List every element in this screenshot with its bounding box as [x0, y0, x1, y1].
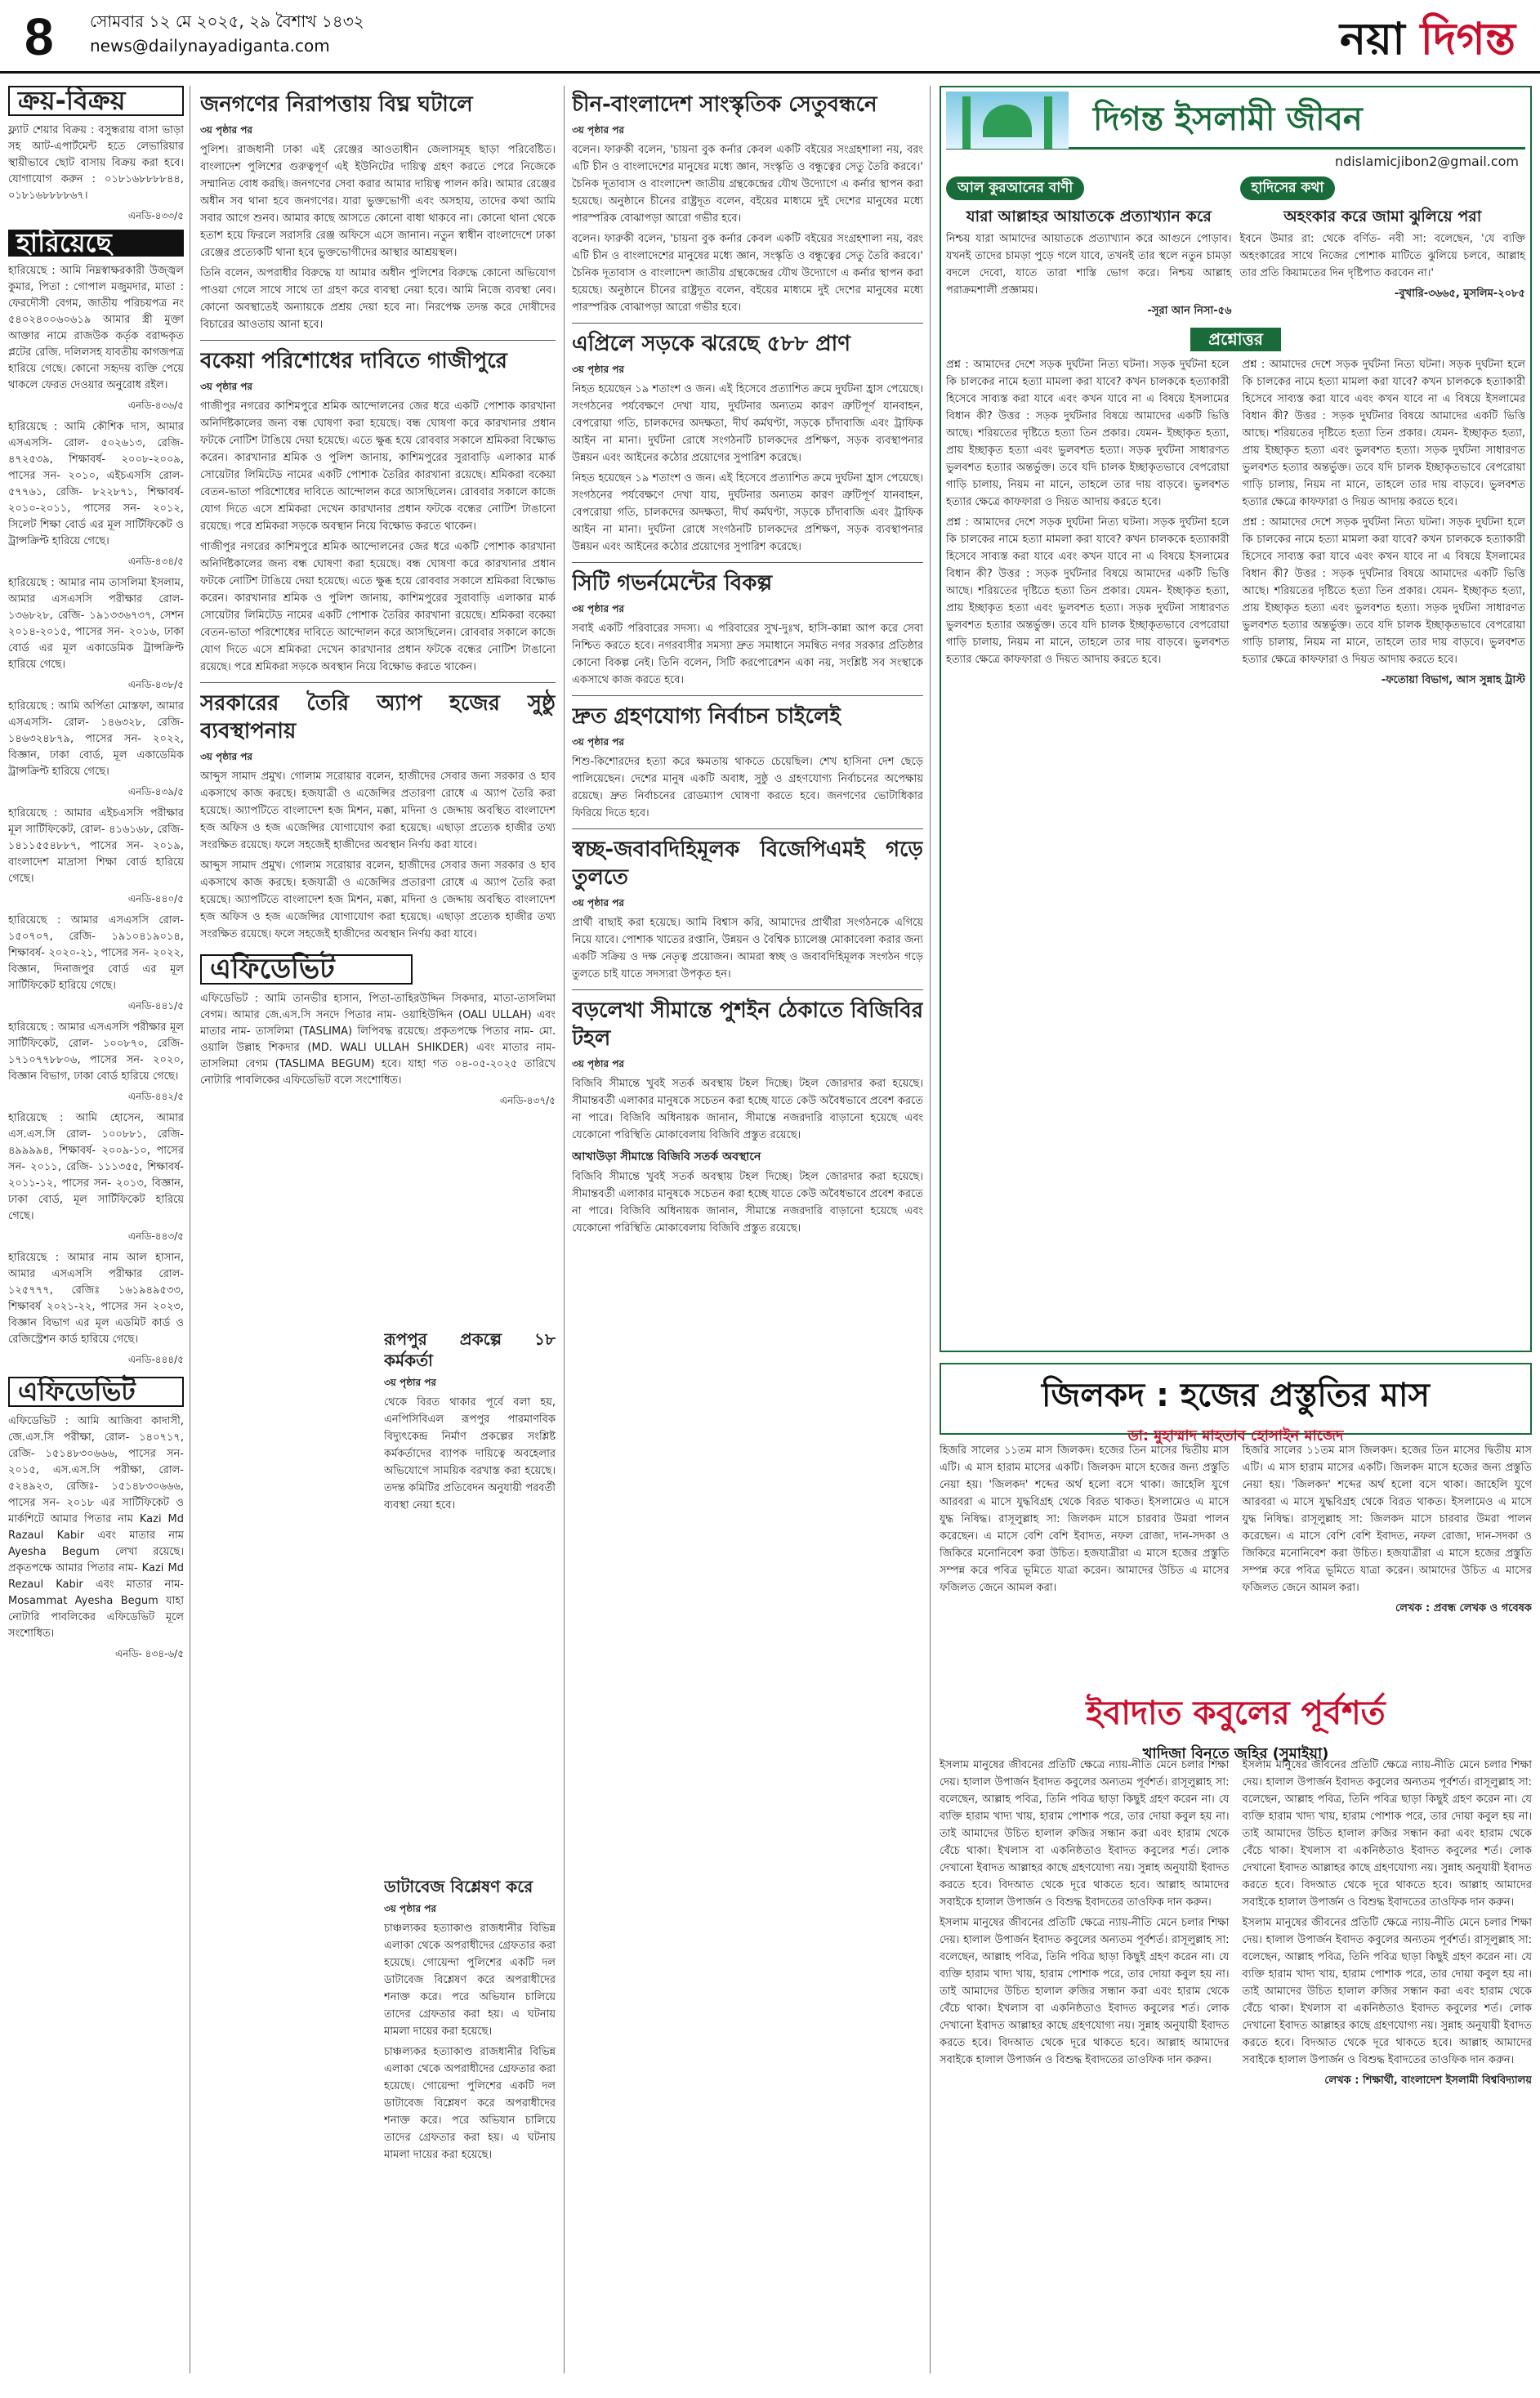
column-rule [930, 86, 931, 2373]
hadith-text: ইবনে উমার রা: থেকে বর্ণিত- নবী সা: বলেছেন, 'যে ব্যক্তি অহংকারের সাথে নিজের পোশাক মাটিতে ঝুলিয়ে চলবে, আল্লাহ তার প্রতি কিয়ামতের দিন দৃষ্টিপাত করবেন না।' [1239, 233, 1525, 279]
headline-hajj-app: সরকারের তৈরি অ্যাপ হজের সুষ্ঠু ব্যবস্থাপনায় [200, 691, 556, 744]
column-rule [564, 86, 565, 2373]
qa-credit: -ফতোয়া বিভাগ, আস সুন্নাহ ট্রাস্ট [1381, 674, 1525, 686]
headline-china-bangladesh: চীন-বাংলাদেশ সাংস্কৃতিক সেতুবন্ধনে [572, 92, 877, 117]
divider [572, 989, 923, 990]
headline-road-accidents: এপ্রিলে সড়কে ঝরেছে ৫৮৮ প্রাণ [572, 332, 850, 356]
article-body: চাঞ্চল্যকর হত্যাকাণ্ড রাজধানীর বিভিন্ন এলাকা থেকে অপরাধীদের গ্রেফতার করা হয়েছে। গোয়েন্দা পুলিশের একটি দল ডাটাবেজ বিশ্লেষণ করে অপরাধীদের শনাক্ত করে। পরে অভিযান চালিয়ে তাদের গ্রেফতার করা হয়। এ ঘটনায় মামলা দায়ের করা হয়েছে। [384, 1922, 556, 2038]
qa-label: প্রশ্নোত্তর [1190, 328, 1281, 351]
article-body: বলেন। ফারুকী বলেন, 'চায়না বুক কর্নার কেবল একটি বইয়ের সংগ্রহশালা নয়, বরং এটি চীন ও বাংলাদেশের মানুষের মধ্যে জ্ঞান, সংস্কৃতি ও বন্ধুত্বের সেতু তৈরি করবে।' চৈনিক দূতাবাস ও বাংলাদেশ জাতীয় গ্রন্থকেন্দ্রের যৌথ উদ্যোগে এ কর্নার স্থাপন করা হয়েছে। অনুষ্ঠানে চীনের রাষ্ট্রদূত বলেন, বইয়ের মাধ্যমে দুই দেশের মানুষের মধ্যে পারস্পরিক বোঝাপড়া আরো গভীর হবে। [572, 144, 923, 225]
news-column-4 [384, 1324, 556, 1748]
zilkad-header [940, 1363, 1532, 1445]
headline-security: জনগণের নিরাপত্তায় বিঘ্ন ঘটালে [200, 92, 473, 117]
quran-label: আল কুরআনের বাণী [946, 176, 1084, 200]
ad-code: এনডি-৪৪৪/৫ [127, 1354, 184, 1365]
divider [572, 323, 923, 324]
continuation-note: ৩য় পৃষ্ঠার পর [384, 1903, 437, 1914]
divider [572, 695, 923, 696]
logo-part-1: নয়া [1340, 13, 1421, 65]
headline-city-government: সিটি গভর্নমেন্টের বিকল্প [572, 571, 773, 596]
continuation-note: ৩য় পৃষ্ঠার পর [572, 736, 625, 748]
mosque-icon [946, 92, 1069, 149]
quran-text: নিশ্চয় যারা আমাদের আয়াতকে প্রত্যাখ্যান করে আগুনে পোড়াব। যখনই তাদের চামড়া পুড়ে গলে যাবে, তখনই তার স্থলে নতুন চামড়া বদলে দেবো, যাতে তারা শাস্তি ভোগ করে। নিশ্চয় আল্লাহ পরাক্রমশালী প্রজ্ঞাময়। [946, 233, 1232, 297]
page-header [0, 0, 1540, 74]
ad-code: এনডি-৪৪২/৫ [127, 1091, 184, 1102]
continuation-note: ৩য় পৃষ্ঠার পর [572, 897, 625, 909]
article-body: আব্দুস সামাদ প্রমুখ। গোলাম সরোয়ার বলেন, হাজীদের সেবার জন্য সরকার ও হাব একসাথে কাজ করছে। হজযাত্রী ও এজেন্সির প্রতারণা রোধে এ অ্যাপ তৈরি করা হয়েছে। অ্যাপটিতে বাংলাদেশ হজ মিশন, মক্কা, মদিনা ও জেদ্দায় অবস্থিত বাংলাদেশ হজ অফিস ও হজ এজেন্সির যোগাযোগ করা হয়েছে। এছাড়া প্রত্যেক হাজীর তথ্য সংরক্ষিত রয়েছে। ফলে সহজেই হাজীদের অবস্থান নির্ণয় করা যাবে। [200, 770, 556, 851]
lost-ad: হারিয়েছে : আমি কৌশিক দাস, আমার এসএসসি- রোল- ৫০২৬১৩, রেজি- ৪৭২৫৩৯, শিক্ষাবর্ষ- ২০০৮-২০০৯, পাসের সন- ২০১০, এইচএসসি রোল- ৫৭৭৬১, রেজি- ৮২২৮৭১, শিক্ষাবর্ষ- ২০১০-২০১১, পাসের সন- ২০১২, সিলেট শিক্ষা বোর্ড এর মূল সার্টিফিকেট ও ট্রান্সক্রিপ্ট হারিয়ে গেছে। [8, 421, 184, 547]
news-column-3 [572, 86, 923, 2373]
islamic-banner [946, 92, 1525, 150]
article-body: সবাই একটি পরিবারের সদস্য। এ পরিবারের সুখ-দুঃখ, হাসি-কান্না আপ করে সেবা নিশ্চিত করতে হবে। নগরবাসীর সমস্যা দ্রুত সমাধানে সমন্বিত নগর সরকার প্রতিষ্ঠার কোনো বিকল্প নেই। তিনি বলেন, সিটি করপোরেশন একা নয়, সংশ্লিষ্ট সব সংস্থাকে একসাথে কাজ করতে হবে। [572, 623, 923, 686]
ad-code: এনডি-৪৩৬/৫ [127, 400, 184, 411]
quran-hadith-row [946, 173, 1525, 319]
ad-code: এনডি-৪৩৮/৫ [127, 679, 184, 690]
continuation-note: ৩য় পৃষ্ঠার পর [200, 381, 253, 392]
hadith-heading: অহংকার করে জামা ঝুলিয়ে পরা [1283, 208, 1482, 226]
affidavit-ad: এফিডেভিট : আমি আজিবা কাদাসী, জে.এস.সি পরীক্ষা, রোল- ১৪০৭১৭, রেজি- ১৫১৪৮৩০৬৬৬, পাসের সন- ২০১৫, এস.এস.সি পরীক্ষা, রোল- ৫২৪৯২৩, রেজিঃ- ১৫১৪৮৩০৬৬৬, পাসের সন- ২০১৮ এর সার্টিফিকেট ও মার্কশিটে আমার পিতার নাম Kazi Md Razaul Kabir এবং মাতার নাম Ayesha Begum লেখা রয়েছে। প্রকৃতপক্ষে আমার পিতার নাম- Kazi Md Rezaul Kabir এবং মাতার নাম- Mosammat Ayesha Begum যাহা নোটারি পাবলিকের এফিডেভিট মূলে সংশোধিত। [8, 1415, 184, 1640]
ad-code: এনডি- ৪৩৪-৬/৫ [114, 1648, 184, 1659]
ad-code: এনডি-৪৪০/৫ [127, 893, 184, 904]
article-body: হিজরি সালের ১১তম মাস জিলকদ। হজের তিন মাসের দ্বিতীয় মাস এটি। এ মাস হারাম মাসের একটি। জিলকদ মাসে হজের জন্য প্রস্তুতি নেয়া হয়। 'জিলকদ' শব্দের অর্থ হলো বসে থাকা। জাহেলি যুগে আরবরা এ মাসে যুদ্ধবিগ্রহ থেকে বিরত থাকত। ইসলামেও এ মাসে যুদ্ধ নিষিদ্ধ। রাসূলুল্লাহ সা: জিলকদ মাসে চারবার উমরা পালন করেছেন। এ মাসে বেশি বেশি ইবাদত, নফল রোজা, দান-সদকা ও জিকিরে মনোনিবেশ করা উচিত। হজযাত্রীরা এ মাসে হজের প্রস্তুতি সম্পন্ন করে পবিত্র ভূমিতে যাত্রা করেন। আমাদের উচিত এ মাসের ফজিলত জেনে আমল করা। [940, 1445, 1230, 1594]
divider [572, 828, 923, 829]
lost-ad: হারিয়েছে : আমার এইচএসসি পরীক্ষার মূল সার্টিফিকেট, রোল- ৪১৬১৬৮, রেজি- ১৪১১৫৫৪৮৮৭, পাসের সন- ২০১৯, বাংলাদেশ মাদ্রাসা শিক্ষা বোর্ড হারিয়ে গেছে। [8, 807, 184, 885]
headline-database: ডাটাবেজ বিশ্লেষণ করে [384, 1877, 533, 1896]
lost-ad: হারিয়েছে : আমার নাম তাসলিমা ইসলাম, আমার এসএসসি পরীক্ষার রোল- ১৩৬৮২৮, রেজি- ১৯১৩৩৬৭৩৭, সেশন ২০১৪-২০১৫, পাসের সন- ২০১৬, ঢাকা বোর্ড এর মূল একাডেমিক ট্রান্সক্রিপ্ট হারিয়ে গেছে। [8, 577, 184, 671]
article-body: বলেন। ফারুকী বলেন, 'চায়না বুক কর্নার কেবল একটি বইয়ের সংগ্রহশালা নয়, বরং এটি চীন ও বাংলাদেশের মানুষের মধ্যে জ্ঞান, সংস্কৃতি ও বন্ধুত্বের সেতু তৈরি করবে।' চৈনিক দূতাবাস ও বাংলাদেশ জাতীয় গ্রন্থকেন্দ্রের যৌথ উদ্যোগে এ কর্নার স্থাপন করা হয়েছে। অনুষ্ঠানে চীনের রাষ্ট্রদূত বলেন, বইয়ের মাধ্যমে দুই দেশের মানুষের মধ্যে পারস্পরিক বোঝাপড়া আরো গভীর হবে। [572, 233, 923, 314]
lost-ad: হারিয়েছে : আমার এসএসসি রোল- ১৫০৭০৭, রেজি- ১৯১০৪১৯০১৪, শিক্ষাবর্ষ- ২০২০-২১, পাসের সন- ২০২২, বিজ্ঞান, দিনাজপুর বোর্ড এর মূল সার্টিফিকেট হারিয়ে গেছে। [8, 914, 184, 992]
continuation-note: ৩য় পৃষ্ঠার পর [384, 1377, 437, 1388]
continuation-note: ৩য় পৃষ্ঠার পর [200, 124, 253, 136]
ibadat-author: খাদিজা বিনতে জহির (সুমাইয়া) [1142, 1745, 1329, 1762]
lost-heading: হারিয়েছে [8, 230, 184, 257]
article-body: প্রার্থী বাছাই করা হয়েছে। আমি বিশ্বাস করি, আমাদের প্রার্থীরা সংগঠনকে এগিয়ে নিয়ে যাবে। পোশাক খাতের রপ্তানি, উন্নয়ন ও বৈশ্বিক চ্যালেঞ্জ মোকাবেলা করার জন্য একটি সক্রিয় ও দক্ষ নেতৃত্ব প্রয়োজন। আমরা স্বচ্ছ ও জবাবদিহিমূলক সংগঠন গড়ে তুলতে চাই যাতে সদস্যরা উপকৃত হন। [572, 917, 923, 980]
headline-rooppur: রূপপুর প্রকল্পে ১৮ কর্মকর্তা [384, 1329, 556, 1370]
divider [200, 682, 556, 683]
ibadat-header [940, 1687, 1532, 1767]
article-body: ইসলাম মানুষের জীবনের প্রতিটি ক্ষেত্রে ন্যায়-নীতি মেনে চলার শিক্ষা দেয়। হালাল উপার্জন ইবাদত কবুলের অন্যতম পূর্বশর্ত। রাসূলুল্লাহ সা: বলেছেন, আল্লাহ পবিত্র, তিনি পবিত্র ছাড়া কিছুই গ্রহণ করেন না। যে ব্যক্তি হারাম খাদ্য খায়, হারাম পোশাক পরে, তার দোয়া কবুল হয় না। তাই আমাদের উচিত হালাল রুজির সন্ধান করা এবং হারাম থেকে বেঁচে থাকা। ইখলাস বা একনিষ্ঠতাও ইবাদত কবুলের শর্ত। লোক দেখানো ইবাদত আল্লাহর কাছে গ্রহণযোগ্য নয়। সুন্নাহ অনুযায়ী ইবাদত করতে হবে। বিদআত থেকে দূরে থাকতে হবে। আল্লাহ আমাদের সবাইকে হালাল উপার্জন ও বিশুদ্ধ ইবাদতের তাওফিক দান করুন। [940, 1917, 1230, 2066]
article-body: গাজীপুর নগরের কাশিমপুরে শ্রমিক আন্দোলনের জের ধরে একটি পোশাক কারখানা অনির্দিষ্টকালের জন্য বন্ধ ঘোষণা করা হয়েছে। বন্ধ ঘোষণা করে কারখানার প্রধান ফটকে নোটিশ টাঙিয়ে দেয়া হয়েছে। এতে ক্ষুব্ধ হয়ে রোববার সকালে শ্রমিকরা বিক্ষোভ করেন। কারখানার শ্রমিক ও পুলিশ জানায়, কাশিমপুরের সুরাবাড়ি এলাকার মার্ক সোয়েটার লিমিটেড নামের একটি পোশাক তৈরির কারখানা রয়েছে। শ্রমিকরা বকেয়া বেতন-ভাতা পরিশোধের দাবিতে আন্দোলন করে আসছিলেন। রোববার সকালে কাজে যোগ দিতে এসে শ্রমিকরা দেখেন কারখানার প্রধান ফটকে বন্ধের নোটিশ টাঙানো রয়েছে। পরে শ্রমিকরা সড়কে অবস্থান নিয়ে বিক্ষোভ করতে থাকেন। [200, 541, 556, 673]
ad-code: এনডি-৪৪৩/৫ [127, 1230, 184, 1242]
qa-text: প্রশ্ন : আমাদের দেশে সড়ক দুর্ঘটনা নিত্য ঘটনা। সড়ক দুর্ঘটনা হলে কি চালকের নামে হত্যা মামলা করা যাবে? কখন চালককে হত্যাকারী হিসেবে সাব্যস্ত করা যাবে এবং কখন যাবে না এ বিষয়ে ইসলামের বিধান কী? উত্তর : সড়ক দুর্ঘটনার বিষয়ে আমাদের একটি ভিত্তি আছে। শরিয়তের দৃষ্টিতে হত্যা তিন প্রকার। যেমন- ইচ্ছাকৃত হত্যা, প্রায় ইচ্ছাকৃত হত্যা এবং ভুলবশত হত্যা। সড়ক দুর্ঘটনা সাধারণত ভুলবশত হত্যার অন্তর্ভুক্ত। তবে যদি চালক ইচ্ছাকৃতভাবে বেপরোয়া গাড়ি চালায়, নিয়ম না মানে, তাহলে তার দায় বাড়বে। ভুলবশত হত্যার ক্ষেত্রে কাফফারা ও দিয়ত আদায় করতে হবে। [1242, 516, 1525, 666]
article-body: গাজীপুর নগরের কাশিমপুরে শ্রমিক আন্দোলনের জের ধরে একটি পোশাক কারখানা অনির্দিষ্টকালের জন্য বন্ধ ঘোষণা করা হয়েছে। বন্ধ ঘোষণা করে কারখানার প্রধান ফটকে নোটিশ টাঙিয়ে দেয়া হয়েছে। এতে ক্ষুব্ধ হয়ে রোববার সকালে শ্রমিকরা বিক্ষোভ করেন। কারখানার শ্রমিক ও পুলিশ জানায়, কাশিমপুরের সুরাবাড়ি এলাকার মার্ক সোয়েটার লিমিটেড নামের একটি পোশাক তৈরির কারখানা রয়েছে। শ্রমিকরা বকেয়া বেতন-ভাতা পরিশোধের দাবিতে আন্দোলন করে আসছিলেন। রোববার সকালে কাজে যোগ দিতে এসে শ্রমিকরা দেখেন কারখানার প্রধান ফটকে বন্ধের নোটিশ টাঙানো রয়েছে। পরে শ্রমিকরা সড়কে অবস্থান নিয়ে বিক্ষোভ করতে থাকেন। [200, 400, 556, 533]
hadith-label: হাদিসের কথা [1240, 176, 1336, 200]
article-body: তিনি বলেন, অপরাধীর বিরুদ্ধে যা আমার অধীন পুলিশের বিরুদ্ধে কোনো অভিযোগ পাওয়া গেলে সাথে সাথে তা গ্রহণ করে ব্যবস্থা নেয়া হবে। আমি নিজে ব্যবস্থা নেব। কোনো অবস্থাতেই অন্যায়কে প্রশ্রয় দেয়া হবে না। নিরপেক্ষ তদন্ত করে দোষীদের বিচারের আওতায় আনা হবে। [200, 267, 556, 331]
qa-body [946, 356, 1525, 689]
quran-box [946, 173, 1232, 319]
sale-ad: ফ্ল্যাট শেয়ার বিক্রয় : বসুন্ধরায় বাসা ভাড়া সহ আট-এপার্টমেন্ট হতে লেভারিয়ার স্থায়ীভাবে ছোট বাসায় বিক্রয় করা হবে। যোগাযোগ করুন : ০১৮১৬৮৮৮৮৪৪, ০১৮১৬৮৮৮৮৬৭। [8, 124, 184, 202]
subheading: আখাউড়া সীমান্তে বিজিবি সতর্ক অবস্থানে [572, 1150, 761, 1163]
affidavit-heading: এফিডেভিট [200, 954, 413, 985]
article-body: ইসলাম মানুষের জীবনের প্রতিটি ক্ষেত্রে ন্যায়-নীতি মেনে চলার শিক্ষা দেয়। হালাল উপার্জন ইবাদত কবুলের অন্যতম পূর্বশর্ত। রাসূলুল্লাহ সা: বলেছেন, আল্লাহ পবিত্র, তিনি পবিত্র ছাড়া কিছুই গ্রহণ করেন না। যে ব্যক্তি হারাম খাদ্য খায়, হারাম পোশাক পরে, তার দোয়া কবুল হয় না। তাই আমাদের উচিত হালাল রুজির সন্ধান করা এবং হারাম থেকে বেঁচে থাকা। ইখলাস বা একনিষ্ঠতাও ইবাদত কবুলের শর্ত। লোক দেখানো ইবাদত আল্লাহর কাছে গ্রহণযোগ্য নয়। সুন্নাহ অনুযায়ী ইবাদত করতে হবে। বিদআত থেকে দূরে থাকতে হবে। আল্লাহ আমাদের সবাইকে হালাল উপার্জন ও বিশুদ্ধ ইবাদতের তাওফিক দান করুন। [1242, 1759, 1532, 1909]
lost-ad: হারিয়েছে : আমি হোসেন, আমার এস.এস.সি রোল- ১০০৮৮১, রেজি- ৪৯৯৯৯৪, শিক্ষাবর্ষ- ২০০৯-১০, পাসের সন- ২০১১, রেজি- ১১১৩৫৫, শিক্ষাবর্ষ- ২০১১-১২, পাসের সন- ২০১৩, বিজ্ঞান, ঢাকা বোর্ড, মূল সার্টিফিকেট হারিয়ে গেছে। [8, 1112, 184, 1222]
islamic-section-title: দিগন্ত ইসলামী জীবন [1093, 100, 1363, 138]
article-body: বিজিবি সীমান্তে খুবই সতর্ক অবস্থায় টহল দিচ্ছে। টহল জোরদার করা হয়েছে। সীমান্তবর্তী এলাকার মানুষকে সচেতন করা হচ্ছে যাতে কেউ অবৈধভাবে প্রবেশ করতে না পারে। বিজিবি অধিনায়ক জানান, সীমান্তে নজরদারি বাড়ানো হয়েছে এবং যেকোনো পরিস্থিতি মোকাবেলায় বিজিবি প্রস্তুত রয়েছে। [572, 1078, 923, 1141]
ad-code: এনডি-৪৩৯/৫ [127, 786, 184, 797]
continuation-note: ৩য় পৃষ্ঠার পর [572, 364, 625, 375]
article-body: বিজিবি সীমান্তে খুবই সতর্ক অবস্থায় টহল দিচ্ছে। টহল জোরদার করা হয়েছে। সীমান্তবর্তী এলাকার মানুষকে সচেতন করা হচ্ছে যাতে কেউ অবৈধভাবে প্রবেশ করতে না পারে। বিজিবি অধিনায়ক জানান, সীমান্তে নজরদারি বাড়ানো হয়েছে এবং যেকোনো পরিস্থিতি মোকাবেলায় বিজিবি প্রস্তুত রয়েছে। [572, 1171, 923, 1235]
header-date: সোমবার ১২ মে ২০২৫, ২৯ বৈশাখ ১৪৩২ [90, 11, 364, 31]
article-body: আব্দুস সামাদ প্রমুখ। গোলাম সরোয়ার বলেন, হাজীদের সেবার জন্য সরকার ও হাব একসাথে কাজ করছে। হজযাত্রী ও এজেন্সির প্রতারণা রোধে এ অ্যাপ তৈরি করা হয়েছে। অ্যাপটিতে বাংলাদেশ হজ মিশন, মক্কা, মদিনা ও জেদ্দায় অবস্থিত বাংলাদেশ হজ অফিস ও হজ এজেন্সির যোগাযোগ করা হয়েছে। এছাড়া প্রত্যেক হাজীর তথ্য সংরক্ষিত রয়েছে। ফলে সহজেই হাজীদের অবস্থান নির্ণয় করা যাবে। [200, 860, 556, 940]
article-body: ইসলাম মানুষের জীবনের প্রতিটি ক্ষেত্রে ন্যায়-নীতি মেনে চলার শিক্ষা দেয়। হালাল উপার্জন ইবাদত কবুলের অন্যতম পূর্বশর্ত। রাসূলুল্লাহ সা: বলেছেন, আল্লাহ পবিত্র, তিনি পবিত্র ছাড়া কিছুই গ্রহণ করেন না। যে ব্যক্তি হারাম খাদ্য খায়, হারাম পোশাক পরে, তার দোয়া কবুল হয় না। তাই আমাদের উচিত হালাল রুজির সন্ধান করা এবং হারাম থেকে বেঁচে থাকা। ইখলাস বা একনিষ্ঠতাও ইবাদত কবুলের শর্ত। লোক দেখানো ইবাদত আল্লাহর কাছে গ্রহণযোগ্য নয়। সুন্নাহ অনুযায়ী ইবাদত করতে হবে। বিদআত থেকে দূরে থাকতে হবে। আল্লাহ আমাদের সবাইকে হালাল উপার্জন ও বিশুদ্ধ ইবাদতের তাওফিক দান করুন। [1242, 1917, 1532, 2066]
article-body: হিজরি সালের ১১তম মাস জিলকদ। হজের তিন মাসের দ্বিতীয় মাস এটি। এ মাস হারাম মাসের একটি। জিলকদ মাসে হজের জন্য প্রস্তুতি নেয়া হয়। 'জিলকদ' শব্দের অর্থ হলো বসে থাকা। জাহেলি যুগে আরবরা এ মাসে যুদ্ধবিগ্রহ থেকে বিরত থাকত। ইসলামেও এ মাসে যুদ্ধ নিষিদ্ধ। রাসূলুল্লাহ সা: জিলকদ মাসে চারবার উমরা পালন করেছেন। এ মাসে বেশি বেশি ইবাদত, নফল রোজা, দান-সদকা ও জিকিরে মনোনিবেশ করা উচিত। হজযাত্রীরা এ মাসে হজের প্রস্তুতি সম্পন্ন করে পবিত্র ভূমিতে যাত্রা করেন। আমাদের উচিত এ মাসের ফজিলত জেনে আমল করা। [1242, 1445, 1532, 1594]
headline-bgmea: স্বচ্ছ-জবাবদিহিমূলক বিজেপিএমই গড়ে তুলতে [572, 837, 923, 890]
page-number: 8 [25, 7, 54, 66]
continuation-note: ৩য় পৃষ্ঠার পর [200, 751, 253, 762]
ad-code: এনডি-৪৩৭/৫ [499, 1095, 556, 1106]
divider [572, 562, 923, 563]
lost-ad: হারিয়েছে : আমি নিম্নস্বাক্ষরকারী উজ্জ্বল কুমার, পিতা : গোপাল মজুমদার, মাতা : ফেরদৌসী বেগম, জাতীয় পরিচয়পত্র নং ৫৪০২৪০০৬০৬১৯ আমার স্ত্রী মুক্তা আক্তার নামে রাজউক কর্তৃক বরাদ্দকৃত প্লটের রেজি. দলিলসহ যাবতীয় কাগজপত্র হারিয়ে গেছে। কোনো সহৃদয় ব্যক্তি পেয়ে থাকলে ফেরত দেওয়ার অনুরোধ রইল। [8, 265, 184, 391]
quran-reference: -সূরা আন নিসা-৫৬ [1147, 305, 1232, 317]
article-body: থেকে বিরত থাকার পূর্বে বলা হয়, এনপিসিবিএল রূপপুর পারমাণবিক বিদ্যুৎকেন্দ্র নির্মাণ প্রকল্পের সংশ্লিষ্ট কর্মকর্তাদের ব্যাপক দায়িত্বে অবহেলার অভিযোগে সাময়িক বরখাস্ত করা হয়েছে। তদন্ত কমিটির প্রতিবেদন অনুযায়ী পরবর্তী ব্যবস্থা নেয়া হবে। [384, 1396, 556, 1512]
article-body: নিহত হয়েছেন ১৯ শতাংশ ও জন। এই হিসেবে প্রত্যাশিত ক্রমে দুর্ঘটনা হ্রাস পেয়েছে। সংগঠনের পর্যবেক্ষণে দেখা যায়, দুর্ঘটনার অন্যতম কারণ ত্রুটিপূর্ণ যানবাহন, বেপরোয়া গতি, চালকদের অদক্ষতা, দীর্ঘ কর্মঘণ্টা, সড়কে চাঁদাবাজি এবং ট্রাফিক আইন না মানা। দুর্ঘটনা রোধে সংগঠনটি চালকদের প্রশিক্ষণ, সড়ক ব্যবস্থাপনার উন্নয়ন এবং আইনের কঠোর প্রয়োগের সুপারিশ করেছে। [572, 472, 923, 553]
lost-ads-list [8, 263, 184, 1369]
ibadat-credit: লেখক : শিক্ষার্থী, বাংলাদেশ ইসলামী বিশ্ববিদ্যালয় [1324, 2074, 1532, 2087]
affidavit-ad: এফিডেভিট : আমি তানভীর হাসান, পিতা-তাহিরউদ্দিন সিকদার, মাতা-তাসলিমা বেগম। আমার জে.এস.সি সনদে পিতার নাম- ওয়াহিউদ্দিন (OALI ULLAH) এবং মাতার নাম- তাসলিমা (TASLIMA) লিপিবদ্ধ রয়েছে। প্রকৃতপক্ষে পিতার নাম- মো. ওয়ালি উল্লাহ শিকদার (MD. WALI ULLAH SHIKDER) এবং মাতার নাম- তাসলিমা বেগম (TASLIMA BEGUM) হবে। যাহা গত ০৪-০৫-২০২৫ তারিখে নোটারি পাবলিকের এফিডেভিট বলে সংশোধিত। [200, 993, 556, 1087]
qa-text: প্রশ্ন : আমাদের দেশে সড়ক দুর্ঘটনা নিত্য ঘটনা। সড়ক দুর্ঘটনা হলে কি চালকের নামে হত্যা মামলা করা যাবে? কখন চালককে হত্যাকারী হিসেবে সাব্যস্ত করা যাবে এবং কখন যাবে না এ বিষয়ে ইসলামের বিধান কী? উত্তর : সড়ক দুর্ঘটনার বিষয়ে আমাদের একটি ভিত্তি আছে। শরিয়তের দৃষ্টিতে হত্যা তিন প্রকার। যেমন- ইচ্ছাকৃত হত্যা, প্রায় ইচ্ছাকৃত হত্যা এবং ভুলবশত হত্যা। সড়ক দুর্ঘটনা সাধারণত ভুলবশত হত্যার অন্তর্ভুক্ত। তবে যদি চালক ইচ্ছাকৃতভাবে বেপরোয়া গাড়ি চালায়, নিয়ম না মানে, তাহলে তার দায় বাড়বে। ভুলবশত হত্যার ক্ষেত্রে কাফফারা ও দিয়ত আদায় করতে হবে। [946, 516, 1230, 666]
headline-border-patrol: বড়লেখা সীমান্তে পুশইন ঠেকাতে বিজিবির টহল [572, 998, 923, 1051]
lost-ad: হারিয়েছে : আমার নাম আল হাসান, আমার এসএসসি পরীক্ষার রোল- ১২৫৭৭৭, রেজিঃ ১৬১৯৪৯৫৩৩, শিক্ষাবর্ষ ২০২১-২২, পাসের সন ২০২৩, বিজ্ঞান বিভাগ এর মূল এডমিট কার্ড ও রেজিস্ট্রেশন কার্ড হারিয়ে গেছে। [8, 1252, 184, 1346]
newspaper-logo [1340, 5, 1515, 78]
article-body: পুলিশ। রাজধানী ঢাকা এই রেঞ্জের আওতাধীন জেলাসমূহ ছাড়া পরিবেষ্টিত। বাংলাদেশ পুলিশের গুরুত্বপূর্ণ এই ইউনিটের দায়িত্ব গ্রহণ করতে পেরে নিজেকে সম্মানিত বোধ করছি। জনগণের সেবা করার আমার দায়িত্ব পালন করি। আমার রেঞ্জের অধীন সব থানা হবে জনগণের। যারা ভুক্তভোগী এবং অসহায়, তাদের কথা আমি সবার আগে শুনব। আমার কাছে আসতে কোনো বাধা থাকবে না। কোনো থানা থেকে হতাশ হয়ে ফিরলে সরাসরি রেঞ্জ অফিসে এসে জানান। নতুন স্বাধীন বাংলাদেশে ঢাকা রেঞ্জের প্রত্যেকটি থানা হবে ভুক্তভোগীদের আস্থার আশ্রয়স্থল। [200, 144, 556, 259]
affidavit-heading: এফিডেভিট [8, 1377, 184, 1407]
headline-election: দ্রুত গ্রহণযোগ্য নির্বাচন চাইলেই [572, 704, 841, 729]
divider [200, 340, 556, 341]
islamic-email[interactable]: ndislamicjibon2@gmail.com [1334, 154, 1519, 169]
kroy-bikroy-heading: ক্রয়-বিক্রয় [8, 86, 184, 116]
news-column-5 [384, 1871, 556, 2361]
header-email[interactable]: news@dailynayadiganta.com [90, 36, 330, 56]
zilkad-author: ডা: মুহাম্মাদ মাহতাব হোসাইন মাজেদ [1127, 1427, 1344, 1445]
hadith-box [1240, 173, 1526, 319]
ad-code: এনডি-৪৩৩/৫ [127, 210, 184, 221]
classifieds-column [8, 86, 184, 2373]
hadith-reference: -বুখারি-৩৬৬৫, মুসলিম-২০৮৫ [1394, 288, 1525, 300]
article-body: নিহত হয়েছেন ১৯ শতাংশ ও জন। এই হিসেবে প্রত্যাশিত ক্রমে দুর্ঘটনা হ্রাস পেয়েছে। সংগঠনের পর্যবেক্ষণে দেখা যায়, দুর্ঘটনার অন্যতম কারণ ত্রুটিপূর্ণ যানবাহন, বেপরোয়া গতি, চালকদের অদক্ষতা, দীর্ঘ কর্মঘণ্টা, সড়কে চাঁদাবাজি এবং ট্রাফিক আইন না মানা। দুর্ঘটনা রোধে সংগঠনটি চালকদের প্রশিক্ষণ, সড়ক ব্যবস্থাপনার উন্নয়ন এবং আইনের কঠোর প্রয়োগের সুপারিশ করেছে। [572, 383, 923, 464]
headline-gazipur: বকেয়া পরিশোধের দাবিতে গাজীপুরে [200, 349, 507, 373]
ad-code: এনডি-৪৩৪/৫ [127, 556, 184, 567]
continuation-note: ৩য় পৃষ্ঠার পর [572, 1058, 625, 1069]
article-body: ইসলাম মানুষের জীবনের প্রতিটি ক্ষেত্রে ন্যায়-নীতি মেনে চলার শিক্ষা দেয়। হালাল উপার্জন ইবাদত কবুলের অন্যতম পূর্বশর্ত। রাসূলুল্লাহ সা: বলেছেন, আল্লাহ পবিত্র, তিনি পবিত্র ছাড়া কিছুই গ্রহণ করেন না। যে ব্যক্তি হারাম খাদ্য খায়, হারাম পোশাক পরে, তার দোয়া কবুল হয় না। তাই আমাদের উচিত হালাল রুজির সন্ধান করা এবং হারাম থেকে বেঁচে থাকা। ইখলাস বা একনিষ্ঠতাও ইবাদত কবুলের শর্ত। লোক দেখানো ইবাদত আল্লাহর কাছে গ্রহণযোগ্য নয়। সুন্নাহ অনুযায়ী ইবাদত করতে হবে। বিদআত থেকে দূরে থাকতে হবে। আল্লাহ আমাদের সবাইকে হালাল উপার্জন ও বিশুদ্ধ ইবাদতের তাওফিক দান করুন। [940, 1759, 1230, 1909]
continuation-note: ৩য় পৃষ্ঠার পর [572, 124, 625, 136]
zilkad-article [940, 1442, 1532, 1679]
logo-part-2: দিগন্ত [1420, 13, 1515, 65]
zilkad-title: জিলকদ : হজের প্রস্তুতির মাস [1042, 1377, 1430, 1414]
zilkad-credit: লেখক : প্রবন্ধ লেখক ও গবেষক [1395, 1602, 1532, 1614]
qa-text: প্রশ্ন : আমাদের দেশে সড়ক দুর্ঘটনা নিত্য ঘটনা। সড়ক দুর্ঘটনা হলে কি চালকের নামে হত্যা মামলা করা যাবে? কখন চালককে হত্যাকারী হিসেবে সাব্যস্ত করা যাবে এবং কখন যাবে না এ বিষয়ে ইসলামের বিধান কী? উত্তর : সড়ক দুর্ঘটনার বিষয়ে আমাদের একটি ভিত্তি আছে। শরিয়তের দৃষ্টিতে হত্যা তিন প্রকার। যেমন- ইচ্ছাকৃত হত্যা, প্রায় ইচ্ছাকৃত হত্যা এবং ভুলবশত হত্যা। সড়ক দুর্ঘটনা সাধারণত ভুলবশত হত্যার অন্তর্ভুক্ত। তবে যদি চালক ইচ্ছাকৃতভাবে বেপরোয়া গাড়ি চালায়, নিয়ম না মানে, তাহলে তার দায় বাড়বে। ভুলবশত হত্যার ক্ষেত্রে কাফফারা ও দিয়ত আদায় করতে হবে। [946, 359, 1230, 508]
quran-heading: যারা আল্লাহর আয়াতকে প্রত্যাখ্যান করে [966, 208, 1212, 226]
islamic-life-section [940, 86, 1532, 1352]
lost-ad: হারিয়েছে : আমি অর্পিতা মোস্তফা, আমার এসএসসি- রোল- ১৪৬৩২৮, রেজি- ১৪৬৩২৪৮৭৯, পাসের সন- ২০২২, বিজ্ঞান, ঢাকা বোর্ড, মূল একাডেমিক ট্রান্সক্রিপ্ট হারিয়ে গেছে। [8, 700, 184, 778]
continuation-note: ৩য় পৃষ্ঠার পর [572, 603, 625, 614]
article-body: চাঞ্চল্যকর হত্যাকাণ্ড রাজধানীর বিভিন্ন এলাকা থেকে অপরাধীদের গ্রেফতার করা হয়েছে। গোয়েন্দা পুলিশের একটি দল ডাটাবেজ বিশ্লেষণ করে অপরাধীদের শনাক্ত করে। পরে অভিযান চালিয়ে তাদের গ্রেফতার করা হয়। এ ঘটনায় মামলা দায়ের করা হয়েছে। [384, 2046, 556, 2161]
ad-code: এনডি-৪৪১/৫ [127, 1000, 184, 1011]
ibadat-title: ইবাদাত কবুলের পূর্বশর্ত [1086, 1695, 1386, 1732]
article-body: শিশু-কিশোরদের হত্যা করে ক্ষমতায় থাকতে চেয়েছিল। শেখ হাসিনা দেশ ছেড়ে পালিয়েছেন। দেশের মানুষ একটি অবাধ, সুষ্ঠু ও গ্রহণযোগ্য নির্বাচনের অপেক্ষায় রয়েছে। দ্রুত নির্বাচনের রোডম্যাপ ঘোষণা করতে হবে। জনগণের ভোটাধিকার ফিরিয়ে দিতে হবে। [572, 756, 923, 819]
ibadat-article [940, 1757, 1532, 2378]
lost-ad: হারিয়েছে : আমার এসএসসি পরীক্ষার মূল সার্টিফিকেট, রোল- ১০০৮৭০, রেজি- ১৭১০৭৭৮৮০৬, পাসের সন- ২০২০, বিজ্ঞান বিভাগ, ঢাকা বোর্ড হারিয়ে গেছে। [8, 1021, 184, 1083]
qa-text: প্রশ্ন : আমাদের দেশে সড়ক দুর্ঘটনা নিত্য ঘটনা। সড়ক দুর্ঘটনা হলে কি চালকের নামে হত্যা মামলা করা যাবে? কখন চালককে হত্যাকারী হিসেবে সাব্যস্ত করা যাবে এবং কখন যাবে না এ বিষয়ে ইসলামের বিধান কী? উত্তর : সড়ক দুর্ঘটনার বিষয়ে আমাদের একটি ভিত্তি আছে। শরিয়তের দৃষ্টিতে হত্যা তিন প্রকার। যেমন- ইচ্ছাকৃত হত্যা, প্রায় ইচ্ছাকৃত হত্যা এবং ভুলবশত হত্যা। সড়ক দুর্ঘটনা সাধারণত ভুলবশত হত্যার অন্তর্ভুক্ত। তবে যদি চালক ইচ্ছাকৃতভাবে বেপরোয়া গাড়ি চালায়, নিয়ম না মানে, তাহলে তার দায় বাড়বে। ভুলবশত হত্যার ক্ষেত্রে কাফফারা ও দিয়ত আদায় করতে হবে। [1242, 359, 1525, 508]
